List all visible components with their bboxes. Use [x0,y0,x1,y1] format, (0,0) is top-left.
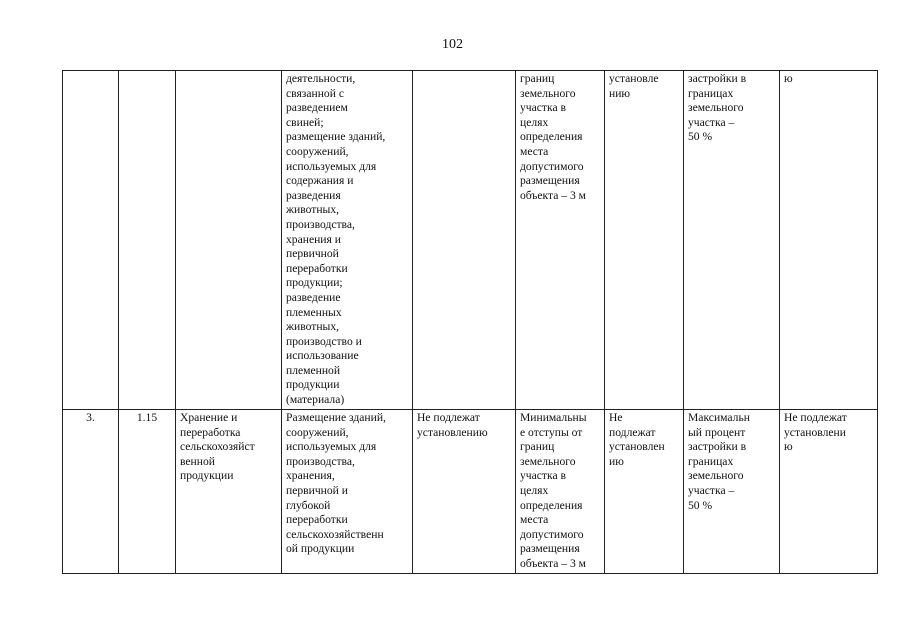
cell-col5: Не подлежат установлению [413,410,516,574]
cell-code [119,71,176,410]
cell-name: Хранение и переработка сельскохозяйст венной продукции [176,410,282,574]
page-number: 102 [442,37,463,52]
cell-col6: Минимальны е отступы от границ земельного участка в целях определения места допустимого размещения объекта – 3 м [516,410,605,574]
cell-number [63,71,119,410]
cell-col8: Максимальн ый процент застройки в границах земельного участка – 50 % [684,410,780,574]
cell-description: Размещение зданий, сооружений, используемых для производства, хранения, первичной и глубокой переработки сельскохозяйственн ой продукции [282,410,413,574]
cell-col9: Не подлежат установлени ю [780,410,878,574]
cell-description: деятельности, связанной с разведением свиней; размещение зданий, сооружений, используемых для содержания и разведения животных, производства, хранения и первичной переработки продукции; разведение племенных животных, производство и использование племенной продукции (материала) [282,71,413,410]
cell-col7: установле нию [605,71,684,410]
cell-col9: ю [780,71,878,410]
cell-col6: границ земельного участка в целях определения места допустимого размещения объекта – 3 м [516,71,605,410]
cell-number: 3. [63,410,119,574]
cell-col8: застройки в границах земельного участка – 50 % [684,71,780,410]
cell-col7: Не подлежат установлен ию [605,410,684,574]
zoning-regulations-table [62,70,878,574]
table-row [63,410,878,574]
cell-code: 1.15 [119,410,176,574]
cell-col5 [413,71,516,410]
table-row [63,71,878,410]
cell-name [176,71,282,410]
